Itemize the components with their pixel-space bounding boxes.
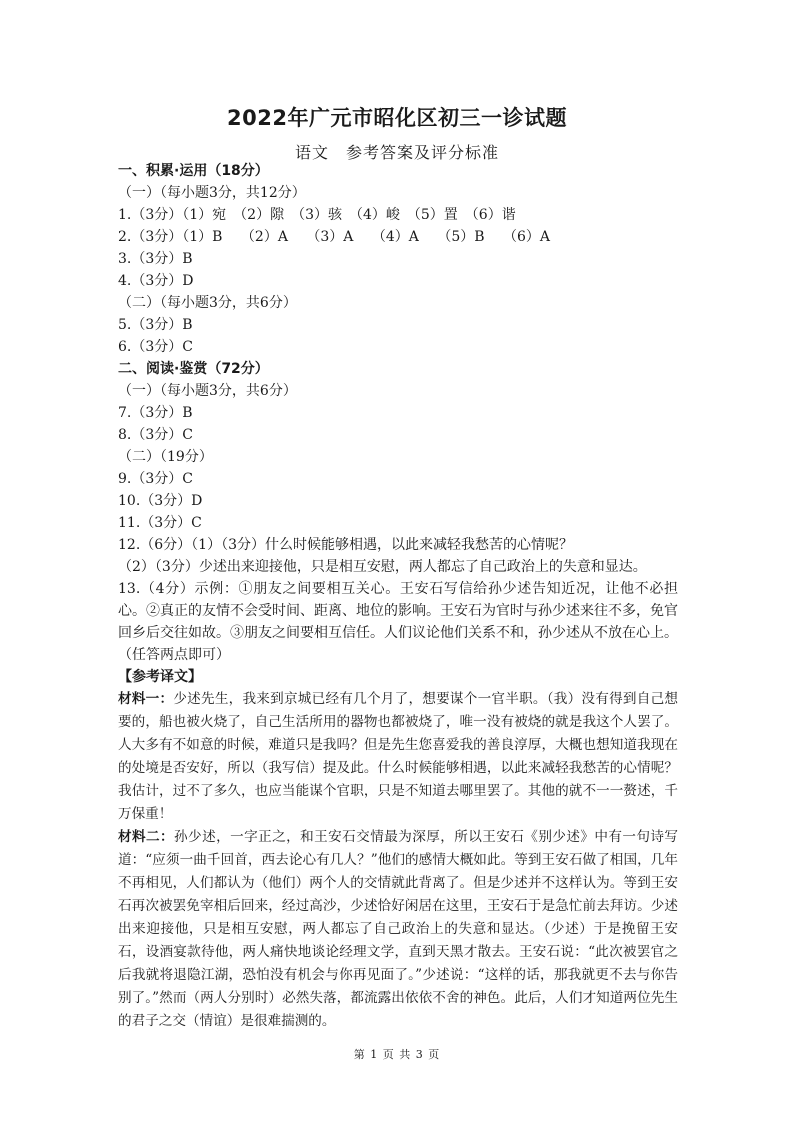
answer-q13: 13.（4分）示例：①朋友之间要相互关心。王安石写信给孙少述告知近况，让他不必担心。②真正的友情不会受时间、距离、地位的影响。王安石为官时与孙少述来往不多，免官回乡后交往如故。③朋友之间要相互信任。人们议论他们关系不和，孙少述从不放在心上。（任答两点即可） xyxy=(118,581,678,663)
answer-line: 11.（3分）C xyxy=(118,515,202,531)
answer-line: 4.（3分）D xyxy=(118,273,194,289)
answer-line: 2.（3分）（1）B （2）A （3）A （4）A （5）B （6）A xyxy=(118,229,550,245)
page-title: 2022年广元市昭化区初三一诊试题 xyxy=(227,106,567,130)
section-heading: 一、积累·运用（18分） xyxy=(118,163,269,179)
answer-content xyxy=(118,160,678,1033)
answer-line: 6.（3分）C xyxy=(118,339,193,355)
answer-line: 5.（3分）B xyxy=(118,317,193,333)
material-two-label: 材料二： xyxy=(118,829,175,845)
answer-line: 3.（3分）B xyxy=(118,251,193,267)
page-footer: 第 1 页 共 3 页 xyxy=(353,1048,441,1061)
answer-line: 9.（3分）C xyxy=(118,471,193,487)
material-one xyxy=(118,688,678,826)
answer-line: 1.（3分）（1）宛 （2）隙 （3）骇 （4）峻 （5）置 （6）谐 xyxy=(118,207,516,223)
answer-line: （二）（每小题3分，共6分） xyxy=(118,295,297,311)
answer-list xyxy=(118,160,678,578)
answer-line: 8.（3分）C xyxy=(118,427,193,443)
answer-line: （二）（19分） xyxy=(118,449,213,465)
answer-line: （2）（3分）少述出来迎接他，只是相互安慰，两人都忘了自己政治上的失意和显达。 xyxy=(118,559,647,575)
answer-line: （一）（每小题3分，共12分） xyxy=(118,185,306,201)
page-subtitle: 语文 参考答案及评分标准 xyxy=(294,143,499,162)
translation-heading: 【参考译文】 xyxy=(118,669,202,685)
material-two-text: 孙少述，一字正之，和王安石交情最为深厚，所以王安石《别少述》中有一句诗写道：“应须一曲千回首，西去论心有几人？”他们的感情大概如此。等到王安石做了相国，几年不再相见，人们都认为（他们）两个人的交情就此背离了。但是少述并不这样认为。等到王安石再次被罢免宰相后回来，经过高沙，少述恰好闲居在这里，王安石于是急忙前去拜访。少述出来迎接他，只是相互安慰，两人都忘了自己政治上的失意和显达。（少述）于是挽留王安石，设酒宴款待他，两人痛快地谈论经理文学，直到天黑才散去。王安石说：“此次被罢官之后我就将退隐江湖，恐怕没有机会与你再见面了。”少述说：“这样的话，那我就更不去与你告别了。”然而（两人分别时）必然失落，都流露出依依不舍的神色。此后，人们才知道两位先生的君子之交（情谊）是很难揣测的。 xyxy=(118,829,679,1029)
answer-line: （一）（每小题3分，共6分） xyxy=(118,383,297,399)
section-heading: 二、阅读·鉴赏（72分） xyxy=(118,361,269,377)
material-two xyxy=(118,826,678,1033)
material-one-label: 材料一： xyxy=(118,691,174,707)
material-one-text: 少述先生，我来到京城已经有几个月了，想要谋个一官半职。（我）没有得到自己想要的，船也被火烧了，自己生活所用的器物也都被烧了，唯一没有被烧的就是我这个人罢了。人大多有不如意的时候，难道只是我吗？但是先生您喜爱我的善良淳厚，大概也想知道我现在的处境是否安好，所以（我写信）提及此。什么时候能够相遇，以此来减轻我愁苦的心情呢？我估计，过不了多久，也应当能谋个官职，只是不知道去哪里罢了。其他的就不一一赘述，千万保重！ xyxy=(118,691,679,822)
answer-line: 10.（3分）D xyxy=(118,493,203,509)
answer-line: 7.（3分）B xyxy=(118,405,193,421)
answer-line: 12.（6分）（1）（3分）什么时候能够相遇，以此来减轻我愁苦的心情呢？ xyxy=(118,537,573,553)
